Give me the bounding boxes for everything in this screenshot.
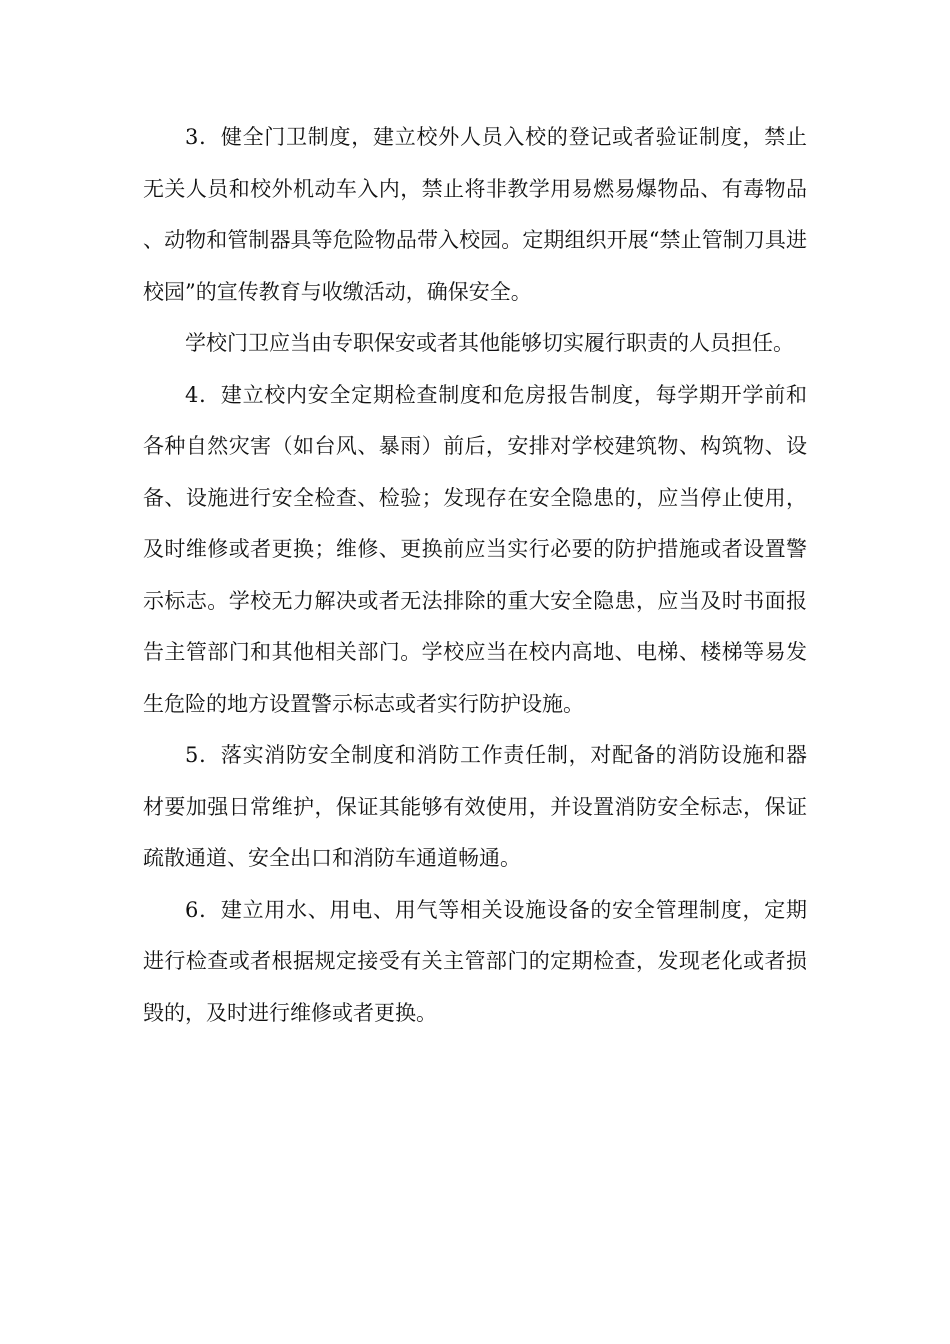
- paragraph-item-4: 4．建立校内安全定期检查制度和危房报告制度，每学期开学前和各种自然灾害（如台风、暴雨）前后，安排对学校建筑物、构筑物、设备、设施进行安全检查、检验；发现存在安全隐患的，应当停止使用，及时维修或者更换；维修、更换前应当实行必要的防护措施或者设置警示标志。学校无力解决或者无法排除的重大安全隐患，应当及时书面报告主管部门和其他相关部门。学校应当在校内高地、电梯、楼梯等易发生危险的地方设置警示标志或者实行防护设施。: [143, 382, 807, 716]
- paragraph-item-5: 5．落实消防安全制度和消防工作责任制，对配备的消防设施和器材要加强日常维护，保证其能够有效使用，并设置消防安全标志，保证疏散通道、安全出口和消防车通道畅通。: [143, 743, 807, 870]
- paragraph-item-3: 3．健全门卫制度，建立校外人员入校的登记或者验证制度，禁止无关人员和校外机动车入内，禁止将非教学用易燃易爆物品、有毒物品、动物和管制器具等危险物品带入校园。定期组织开展“禁止管制刀具进校园”的宣传教育与收缴活动，确保安全。: [143, 125, 807, 304]
- paragraph-item-6: 6．建立用水、用电、用气等相关设施设备的安全管理制度，定期进行检查或者根据规定接受有关主管部门的定期检查，发现老化或者损毁的，及时进行维修或者更换。: [143, 897, 807, 1025]
- paragraph-gate-staff: 学校门卫应当由专职保安或者其他能够切实履行职责的人员担任。: [185, 331, 794, 355]
- document-body: [143, 112, 807, 1039]
